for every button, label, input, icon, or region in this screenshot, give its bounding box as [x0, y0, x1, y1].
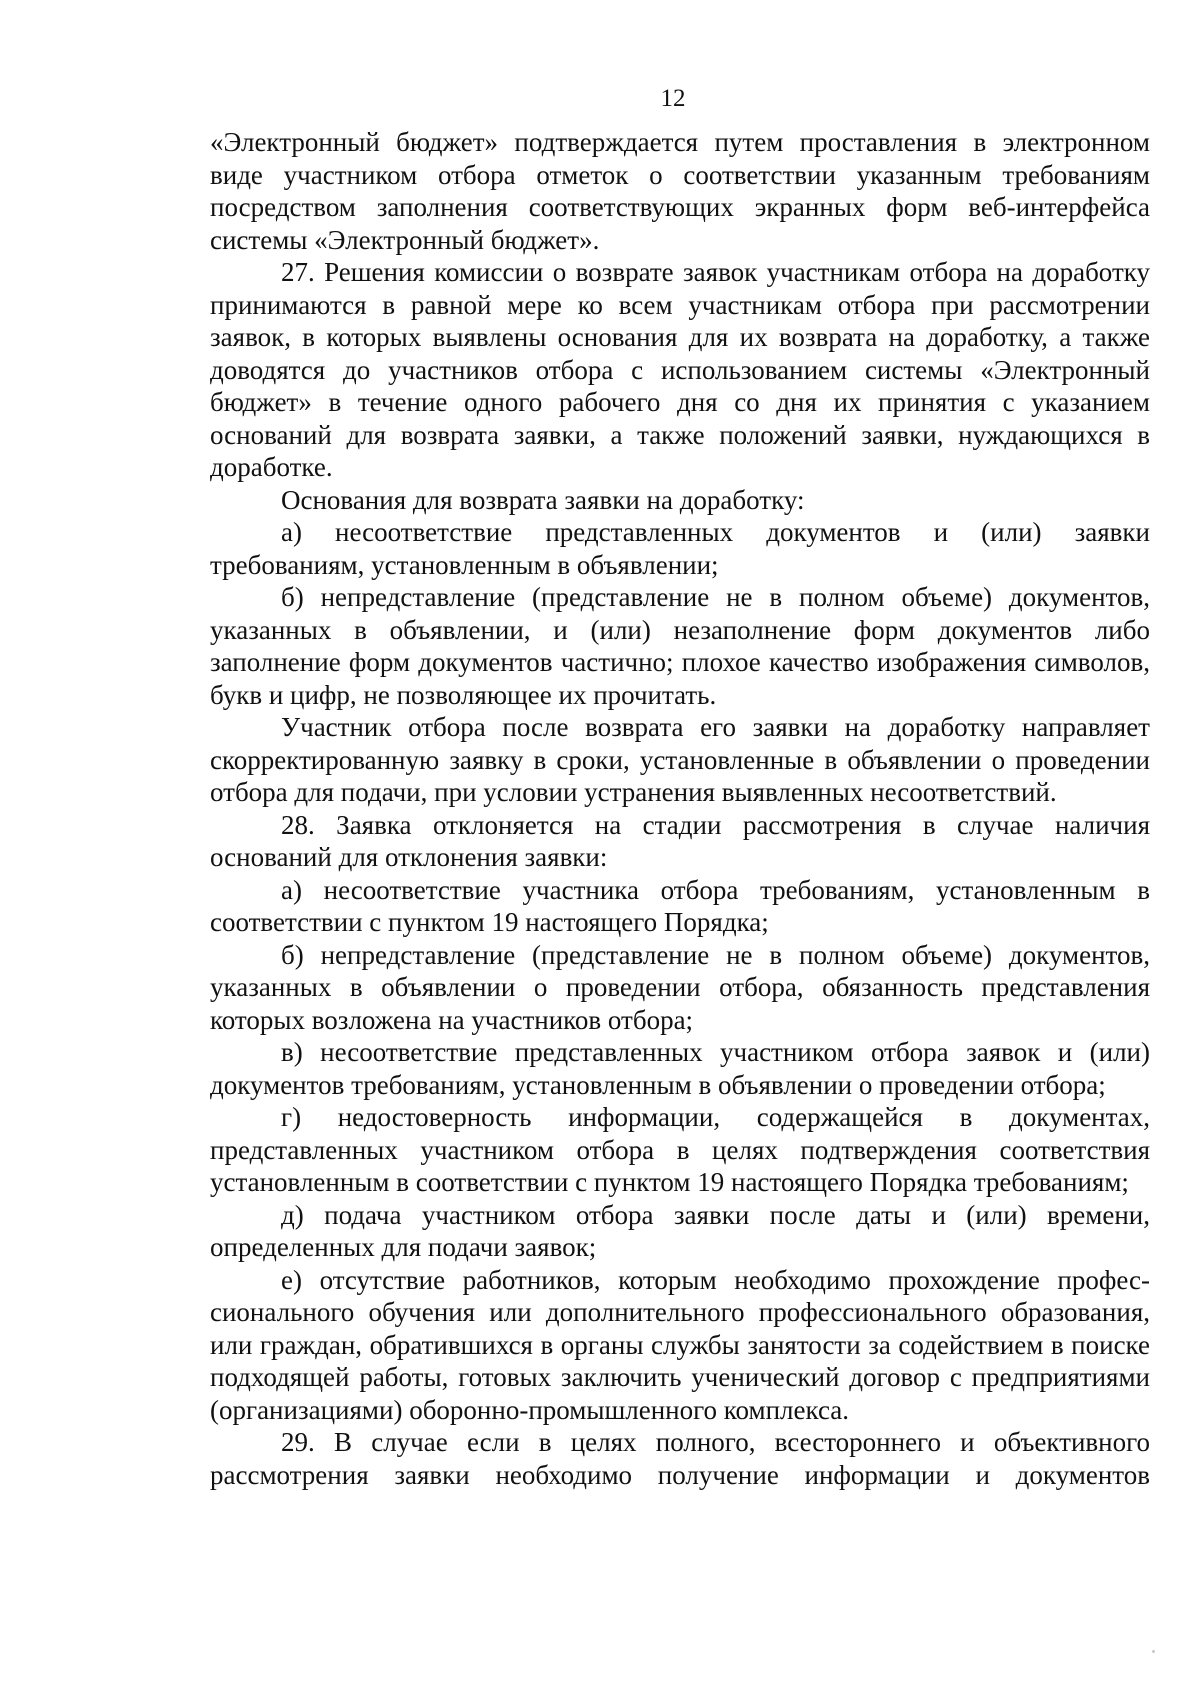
- paragraph-return-ground-b: б) непредставление (представление не в полном объеме) документов, указанных в объявлении, и (или) незаполнение форм документов либо заполнение форм документов частично; плохое качество изображения символов, букв и цифр, не позволяющее их прочитать.: [210, 582, 1150, 710]
- paragraph-rejection-ground-d: д) подача участником отбора заявки после даты и (или) времени, определенных для подачи заявок;: [210, 1199, 1150, 1262]
- paragraph-resubmission: Участник отбора после возврата его заявки на доработку направляет скорректированную заявку в сроки, установленные в объявлении о проведении отбора для подачи, при условии устранения выявленных несоответствий.: [210, 712, 1150, 807]
- paragraph-rejection-ground-g: г) недостоверность информации, содержащейся в документах, представленных участником отбора в целях подтверждения соответствия установленным в соответствии с пунктом 19 настоящего Порядка требованиям;: [210, 1102, 1150, 1197]
- paragraph-return-grounds-intro: Основания для возврата заявки на доработку:: [281, 484, 805, 515]
- paragraph-electronic-budget-continuation: «Электронный бюджет» подтверждается путем проставления в электронном виде участником отбора отметок о соответствии указанным требованиям посредством заполнения соответствующих экранных форм веб-интерфейса системы «Электронный бюджет».: [210, 127, 1150, 255]
- paragraph-clause-29: 29. В случае если в целях полного, всестороннего и объективного рассмотрения заявки необходимо получение информации и документов: [210, 1427, 1150, 1490]
- paragraph-rejection-ground-a: а) несоответствие участника отбора требованиям, установленным в соответствии с пунктом 19 настоящего Порядка;: [210, 874, 1150, 937]
- paragraph-clause-27: 27. Решения комиссии о возврате заявок участникам отбора на доработку принимаются в равной мере ко всем участникам отбора при рассмотрении заявок, в которых выявлены основания для их возврата на доработку, а также доводятся до участников отбора с использованием системы «Электронный бюджет» в течение одного рабочего дня со дня их принятия с указанием оснований для возврата заявки, а также положений заявки, нуждающихся в доработке.: [210, 257, 1150, 482]
- paragraph-clause-28: 28. Заявка отклоняется на стадии рассмотрения в случае наличия оснований для отклонения заявки:: [210, 809, 1150, 872]
- paragraph-rejection-ground-v: в) несоответствие представленных участником отбора заявок и (или) документов требованиям, установленным в объявлении о проведении отбора;: [210, 1037, 1150, 1100]
- paragraph-rejection-ground-b: б) непредставление (представление не в полном объеме) документов, указанных в объявлении о проведении отбора, обязанность представления которых возложена на участников отбора;: [210, 939, 1150, 1035]
- paragraph-return-ground-a: а) несоответствие представленных документов и (или) заявки требованиям, установленным в объявлении;: [210, 517, 1150, 580]
- scan-speck: [1152, 1650, 1155, 1653]
- paragraph-rejection-ground-e: е) отсутствие работников, которым необходимо прохождение профессионального обучения или дополнительного профессионального образования, или граждан, обратившихся в органы службы занятости за содействием в поиске подходящей работы, готовых заключить ученический договор с предприятиями (организациями) оборонно-промышленного комплекса.: [210, 1264, 1150, 1425]
- document-body: [210, 126, 1150, 1491]
- page-number: 12: [660, 85, 686, 112]
